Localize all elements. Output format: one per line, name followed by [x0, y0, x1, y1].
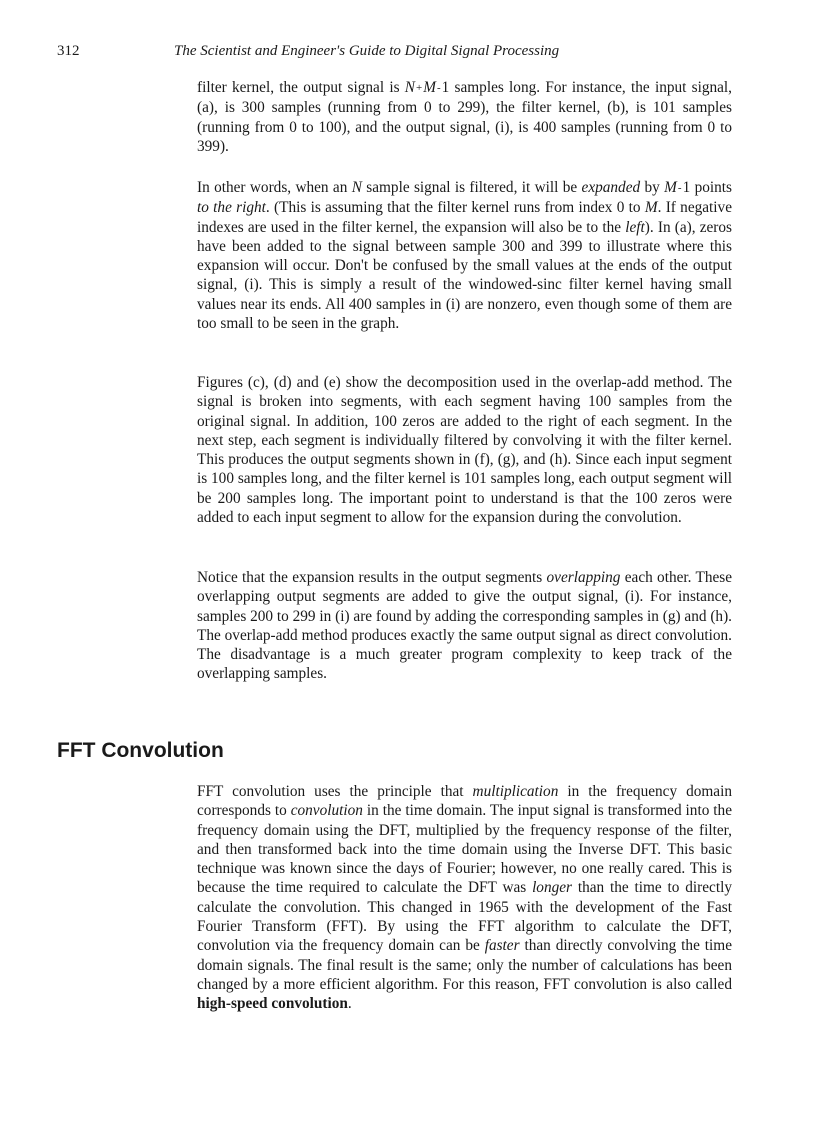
emphasis-longer: longer	[532, 879, 573, 897]
text-run: than the time to directly calculate the convolution. This changed in 1965 with the development of the Fast Fourier Transform (FFT). By using the FFT algorithm to calculate the DFT, convolution via the frequency domain can be	[197, 879, 732, 955]
text-run: each other. These overlapping output segments are added to give the output signal, (i). For instance, samples 200 to 299 in (i) are found by adding the corresponding samples in (g) and (h). The overlap-add method produces exactly the same output signal as direct convolution. The disadvantage is a much greater program complexity to keep track of the overlapping samples.	[197, 569, 732, 683]
text-run: in the frequency domain corresponds to	[197, 783, 732, 820]
section-heading: FFT Convolution	[57, 739, 224, 762]
text-run: ). In (a), zeros have been added to the signal between sample 300 and 399 to illustrate where this expansion will occur. Don't be confused by the small values at the ends of the output signal, (i). This is simply a result of the windowed-sinc filter kernel having small values near its ends. All 400 samples in (i) are nonzero, even though some of them are too small to be seen in the graph.	[197, 218, 732, 333]
text-run: sample signal is filtered, it will be	[361, 179, 582, 196]
running-title: The Scientist and Engineer's Guide to Digital Signal Processing	[174, 43, 560, 59]
paragraph-overlap	[197, 568, 732, 684]
emphasis-multiplication: multiplication	[472, 783, 559, 800]
math-plus: +	[415, 82, 423, 94]
emphasis-overlapping: overlapping	[546, 569, 621, 586]
page-header	[57, 43, 737, 63]
math-minus: -	[436, 82, 441, 94]
text-run: 1 points	[682, 179, 732, 196]
math-minus: -	[677, 182, 682, 194]
text-run: In other words, when an	[197, 179, 352, 196]
text-run: than directly convolving the time domain signals. The final result is the same; only the number of calculations has been changed by a more efficient algorithm. For this reason, FFT convolution is also called	[197, 937, 732, 993]
math-var-n: N	[351, 179, 362, 196]
math-var-m: M	[423, 79, 436, 96]
text-run: . If negative indexes are used in the filter kernel, the expansion will also be to the	[197, 199, 732, 236]
emphasis-faster: faster	[484, 937, 520, 955]
emphasis-left: left	[625, 218, 645, 236]
paragraph-output-length	[197, 78, 732, 156]
bold-term: high-speed convolution	[197, 995, 348, 1013]
paragraph-decomposition: Figures (c), (d) and (e) show the decomposition used in the overlap-add method. The signal is broken into segments, with each segment having 100 samples from the original signal. In addition, 100 zeros are added to the right of each segment. In the next step, each segment is individually filtered by convolving it with the filter kernel. This produces the output segments shown in (f), (g), and (h). Since each input segment is 100 samples long, and the filter kernel is 101 samples long, each output segment will be 200 samples long. The important point to understand is that the 100 zeros were added to each input segment to allow for the expansion during the convolution.	[197, 374, 732, 527]
text-run: FFT convolution uses the principle that	[197, 783, 473, 800]
math-var-n: N	[404, 79, 415, 96]
page-number: 312	[57, 43, 80, 59]
paragraph-expansion	[197, 178, 732, 333]
emphasis-to-the-right: to the right	[197, 199, 266, 217]
text-run: . (This is assuming that the filter kernel runs from index 0 to	[265, 199, 645, 217]
emphasis-convolution: convolution	[290, 802, 363, 820]
emphasis-expanded: expanded	[581, 179, 641, 196]
text-run: samples long. For instance, the input signal, (a), is 300 samples (running from 0 to 299), the filter kernel, (b), is 101 samples (running from 0 to 100), and the output signal, (i), is 400 samples (running from 0 to 399).	[197, 79, 732, 155]
text-run: in the time domain. The input signal is transformed into the frequency domain using the DFT, multiplied by the frequency response of the filter, and then transformed back into the time domain using the Inverse DFT. This basic technique was known since the days of Fourier; however, no one really cared. This is because the time required to calculate the DFT was	[197, 802, 732, 897]
math-var-m: M	[664, 179, 677, 196]
text-run: .	[347, 995, 352, 1013]
math-var-m: M	[644, 199, 658, 217]
text-run: filter kernel, the output signal is	[197, 79, 405, 96]
paragraph-fft-convolution	[197, 782, 732, 1014]
text-run: Notice that the expansion results in the output segments	[197, 569, 547, 586]
text-run: by	[640, 179, 665, 196]
math-one: 1	[441, 79, 450, 96]
